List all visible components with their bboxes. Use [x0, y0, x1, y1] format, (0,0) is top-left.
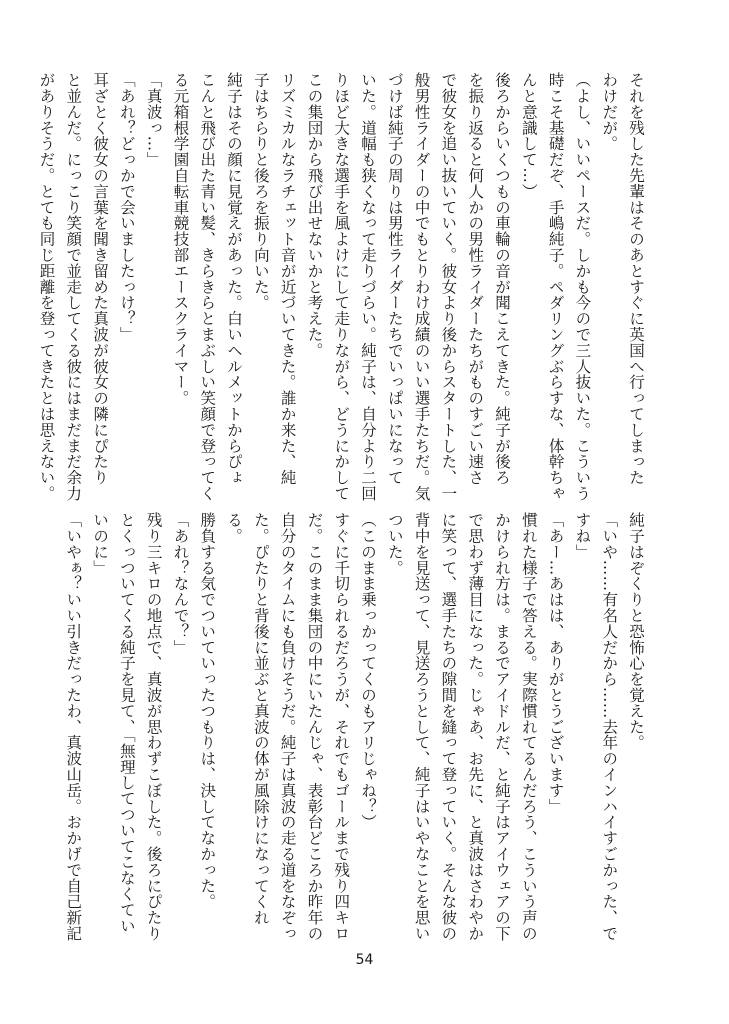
text-line: 「真波っ…」: [144, 72, 163, 168]
text-block-upper: [37, 72, 649, 502]
text-line: （よし、いいペースだ。しかも今ので三人抜いた。こういう: [573, 72, 592, 502]
text-line: 「あー…あはは、ありがとうございます」: [546, 512, 565, 815]
text-line: 後ろからいくつもの車輪の音が聞こえてきた。純子が後ろ: [493, 72, 512, 486]
text-line: 「あれ？なんで？」: [171, 512, 190, 656]
text-line: 耳ざとく彼女の言葉を聞き留めた真波が彼女の隣にぴたり: [91, 72, 110, 486]
text-line: いのに」: [91, 512, 110, 576]
text-line: 慣れた様子で答える。実際慣れてるんだろう、こういう声の: [519, 512, 538, 942]
text-line: かけられ方は。まるでアイドルだ、と純子はアイウェアの下: [493, 512, 512, 942]
text-line: りほど大きな選手を風よけにして走りながら、どうにかして: [332, 72, 351, 502]
text-line: （このまま乗っかってくのもアリじゃね？）: [359, 512, 378, 830]
text-line: 「いや……有名人だから……去年のインハイすごかった、で: [600, 512, 619, 942]
text-line: る元箱根学園自転車競技部エースクライマー。: [171, 72, 190, 406]
text-block-lower: [64, 512, 649, 942]
text-line: 「あれ？どっかで会いましたっけ？」: [117, 72, 136, 343]
text-line: た。ぴたりと背後に並ぶと真波の体が風除けになってくれ: [251, 512, 270, 926]
text-line: それを残した先輩はそのあとすぐに英国へ行ってしまった: [627, 72, 645, 486]
text-line: 純子はその顔に見覚えがあった。白いヘルメットからぴょ: [225, 72, 244, 486]
text-line: すね」: [573, 512, 592, 560]
text-line: を振り返ると何人かの男性ライダーたちがものすごい速さ: [466, 72, 485, 486]
text-line: わけだが。: [600, 72, 619, 152]
text-line: だ。このまま集団の中にいたんじゃ、表彰台どころか昨年の: [305, 512, 324, 942]
text-line: と並んだ。にっこり笑顔で並走してくる彼にはまだまだ余力: [64, 72, 83, 502]
text-line: 残り三キロの地点で、真波が思わずこぼした。後ろにぴたり: [144, 512, 163, 942]
text-line: すぐに千切られるだろうが、それでもゴールまで残り四キロ: [332, 512, 351, 942]
text-line: 自分のタイムにも負けそうだ。純子は真波の走る道をなぞっ: [278, 512, 297, 942]
text-line: んと意識して…）: [519, 72, 538, 200]
text-line: この集団から飛び出せないかと考えた。: [305, 72, 324, 359]
text-line: 時こそ基礎だぞ、手嶋純子。ペダリングぶらすな、体幹ちゃ: [546, 72, 565, 502]
text-line: 背中を見送って、見送ろうとして、純子はいやなことを思い: [412, 512, 431, 942]
text-line: 子はちらりと後ろを振り向いた。: [251, 72, 270, 311]
text-line: こんと飛び出た青い髪、きらきらとまぶしい笑顔で登ってく: [198, 72, 217, 502]
text-line: 般男性ライダーの中でもとりわけ成績のいい選手たちだ。気: [412, 72, 431, 502]
text-line: 純子はぞくりと恐怖心を覚えた。: [627, 512, 645, 751]
text-line: ついた。: [385, 512, 404, 576]
text-line: リズミカルなラチェット音が近づいてきた。誰か来た、純: [278, 72, 297, 486]
page-number: 54: [355, 952, 374, 968]
text-line: いた。道幅も狭くなって走りづらい。純子は、自分より二回: [359, 72, 378, 502]
text-line: づけば純子の周りは男性ライダーたちでいっぱいになって: [385, 72, 404, 486]
text-line: 勝負する気でついていったつもりは、決してなかった。: [198, 512, 217, 910]
text-line: で彼女を追い抜いていく。彼女より後からスタートした、一: [439, 72, 458, 502]
text-line: に笑って、選手たちの隙間を縫って登っていく。そんな彼の: [439, 512, 458, 942]
text-line: がありそうだ。とても同じ距離を登ってきたとは思えない。: [37, 72, 56, 502]
text-line: で思わず薄目になった。じゃあ、お先に、と真波はさわやか: [466, 512, 485, 942]
text-line: とくっついてくる純子を見て、「無理してついてこなくてい: [117, 512, 136, 934]
text-line: る。: [225, 512, 244, 544]
text-line: 「いやぁ？いい引きだったわ、真波山岳。おかげで自己新記: [64, 512, 83, 942]
